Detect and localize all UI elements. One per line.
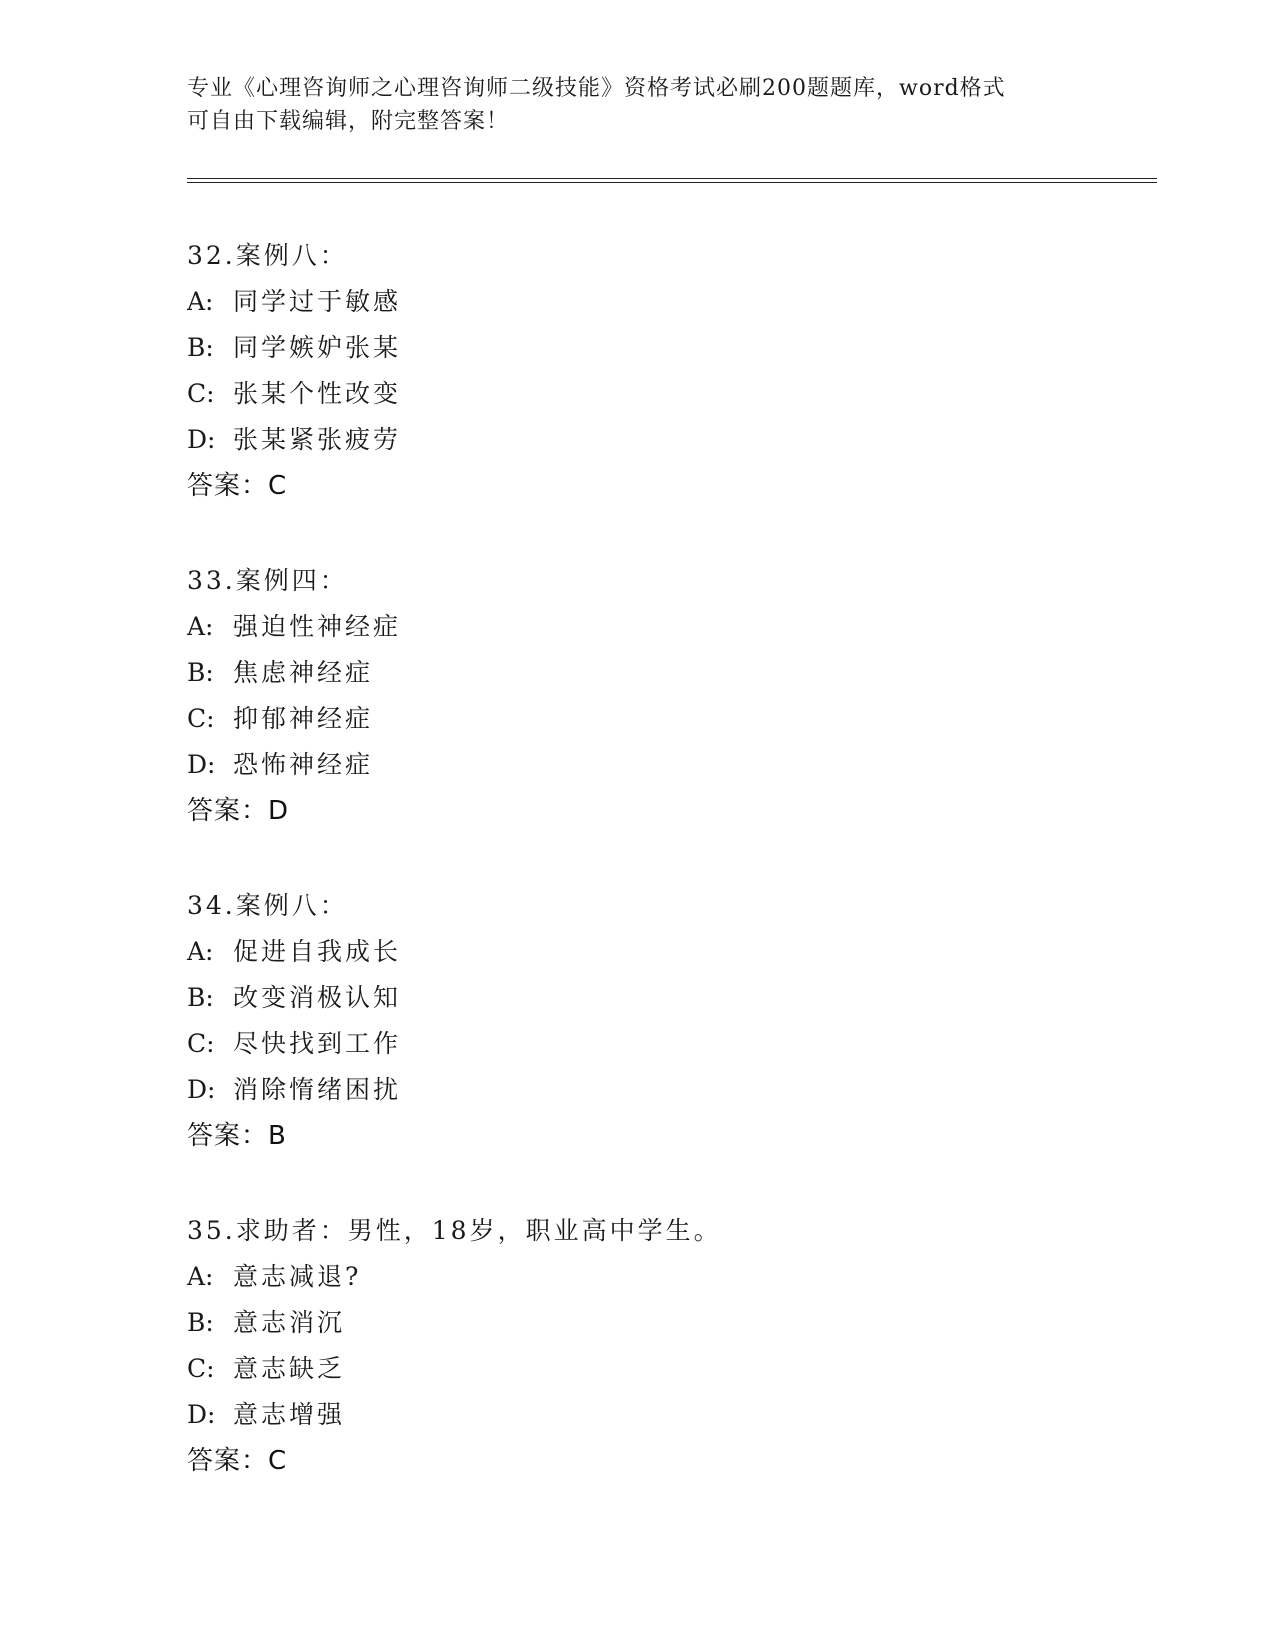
option-letter: B:	[187, 333, 214, 362]
option-letter: D:	[187, 1075, 216, 1104]
option-text: 焦虑神经症	[233, 658, 374, 687]
option-d	[187, 1067, 1157, 1113]
option-letter: D:	[187, 750, 216, 779]
option-text: 尽快找到工作	[233, 1029, 402, 1058]
question-32	[187, 233, 1157, 509]
answer: 答案：B	[187, 1121, 287, 1151]
header-divider	[187, 178, 1157, 183]
option-b	[187, 975, 1157, 1021]
option-c	[187, 1346, 1157, 1392]
question-35	[187, 1208, 1157, 1484]
option-text: 恐怖神经症	[233, 750, 374, 779]
question-33	[187, 558, 1157, 834]
option-c	[187, 696, 1157, 742]
option-d	[187, 417, 1157, 463]
option-letter: D:	[187, 1400, 216, 1429]
option-b	[187, 325, 1157, 371]
header-line-1: 专业《心理咨询师之心理咨询师二级技能》资格考试必刷200题题库，word格式	[187, 76, 1006, 101]
question-title: 33.案例四：	[187, 566, 348, 595]
option-text: 改变消极认知	[233, 983, 402, 1012]
option-letter: B:	[187, 1308, 214, 1337]
option-text: 意志消沉	[233, 1308, 346, 1337]
option-letter: A:	[187, 937, 214, 966]
option-d	[187, 742, 1157, 788]
option-letter: D:	[187, 425, 216, 454]
option-text: 消除惰绪困扰	[233, 1075, 402, 1104]
option-text: 促进自我成长	[233, 937, 402, 966]
question-title: 35.求助者：男性，18岁，职业高中学生。	[187, 1216, 722, 1245]
option-text: 同学嫉妒张某	[233, 333, 402, 362]
option-c	[187, 1021, 1157, 1067]
option-text: 张某个性改变	[233, 379, 402, 408]
option-text: 抑郁神经症	[233, 704, 374, 733]
option-letter: A:	[187, 1262, 214, 1291]
answer: 答案：D	[187, 796, 290, 826]
option-text: 张某紧张疲劳	[233, 425, 402, 454]
option-text: 强迫性神经症	[233, 612, 402, 641]
option-c	[187, 371, 1157, 417]
option-text: 意志减退?	[233, 1262, 362, 1291]
option-letter: B:	[187, 983, 214, 1012]
option-letter: C:	[187, 704, 215, 733]
option-text: 同学过于敏感	[233, 287, 402, 316]
option-letter: C:	[187, 1354, 215, 1383]
question-list	[187, 233, 1157, 1533]
header-line-2: 可自由下载编辑，附完整答案！	[187, 109, 510, 134]
option-d	[187, 1392, 1157, 1438]
answer: 答案：C	[187, 1446, 288, 1476]
option-a	[187, 279, 1157, 325]
question-34	[187, 883, 1157, 1159]
option-text: 意志增强	[233, 1400, 346, 1429]
option-a	[187, 929, 1157, 975]
answer: 答案：C	[187, 471, 288, 501]
option-letter: B:	[187, 658, 214, 687]
option-letter: C:	[187, 1029, 215, 1058]
option-letter: A:	[187, 287, 214, 316]
document-header	[187, 72, 1087, 138]
question-title: 32.案例八：	[187, 241, 348, 270]
option-letter: C:	[187, 379, 215, 408]
option-letter: A:	[187, 612, 214, 641]
option-b	[187, 650, 1157, 696]
question-title: 34.案例八：	[187, 891, 348, 920]
option-a	[187, 604, 1157, 650]
option-text: 意志缺乏	[233, 1354, 346, 1383]
option-a	[187, 1254, 1157, 1300]
option-b	[187, 1300, 1157, 1346]
